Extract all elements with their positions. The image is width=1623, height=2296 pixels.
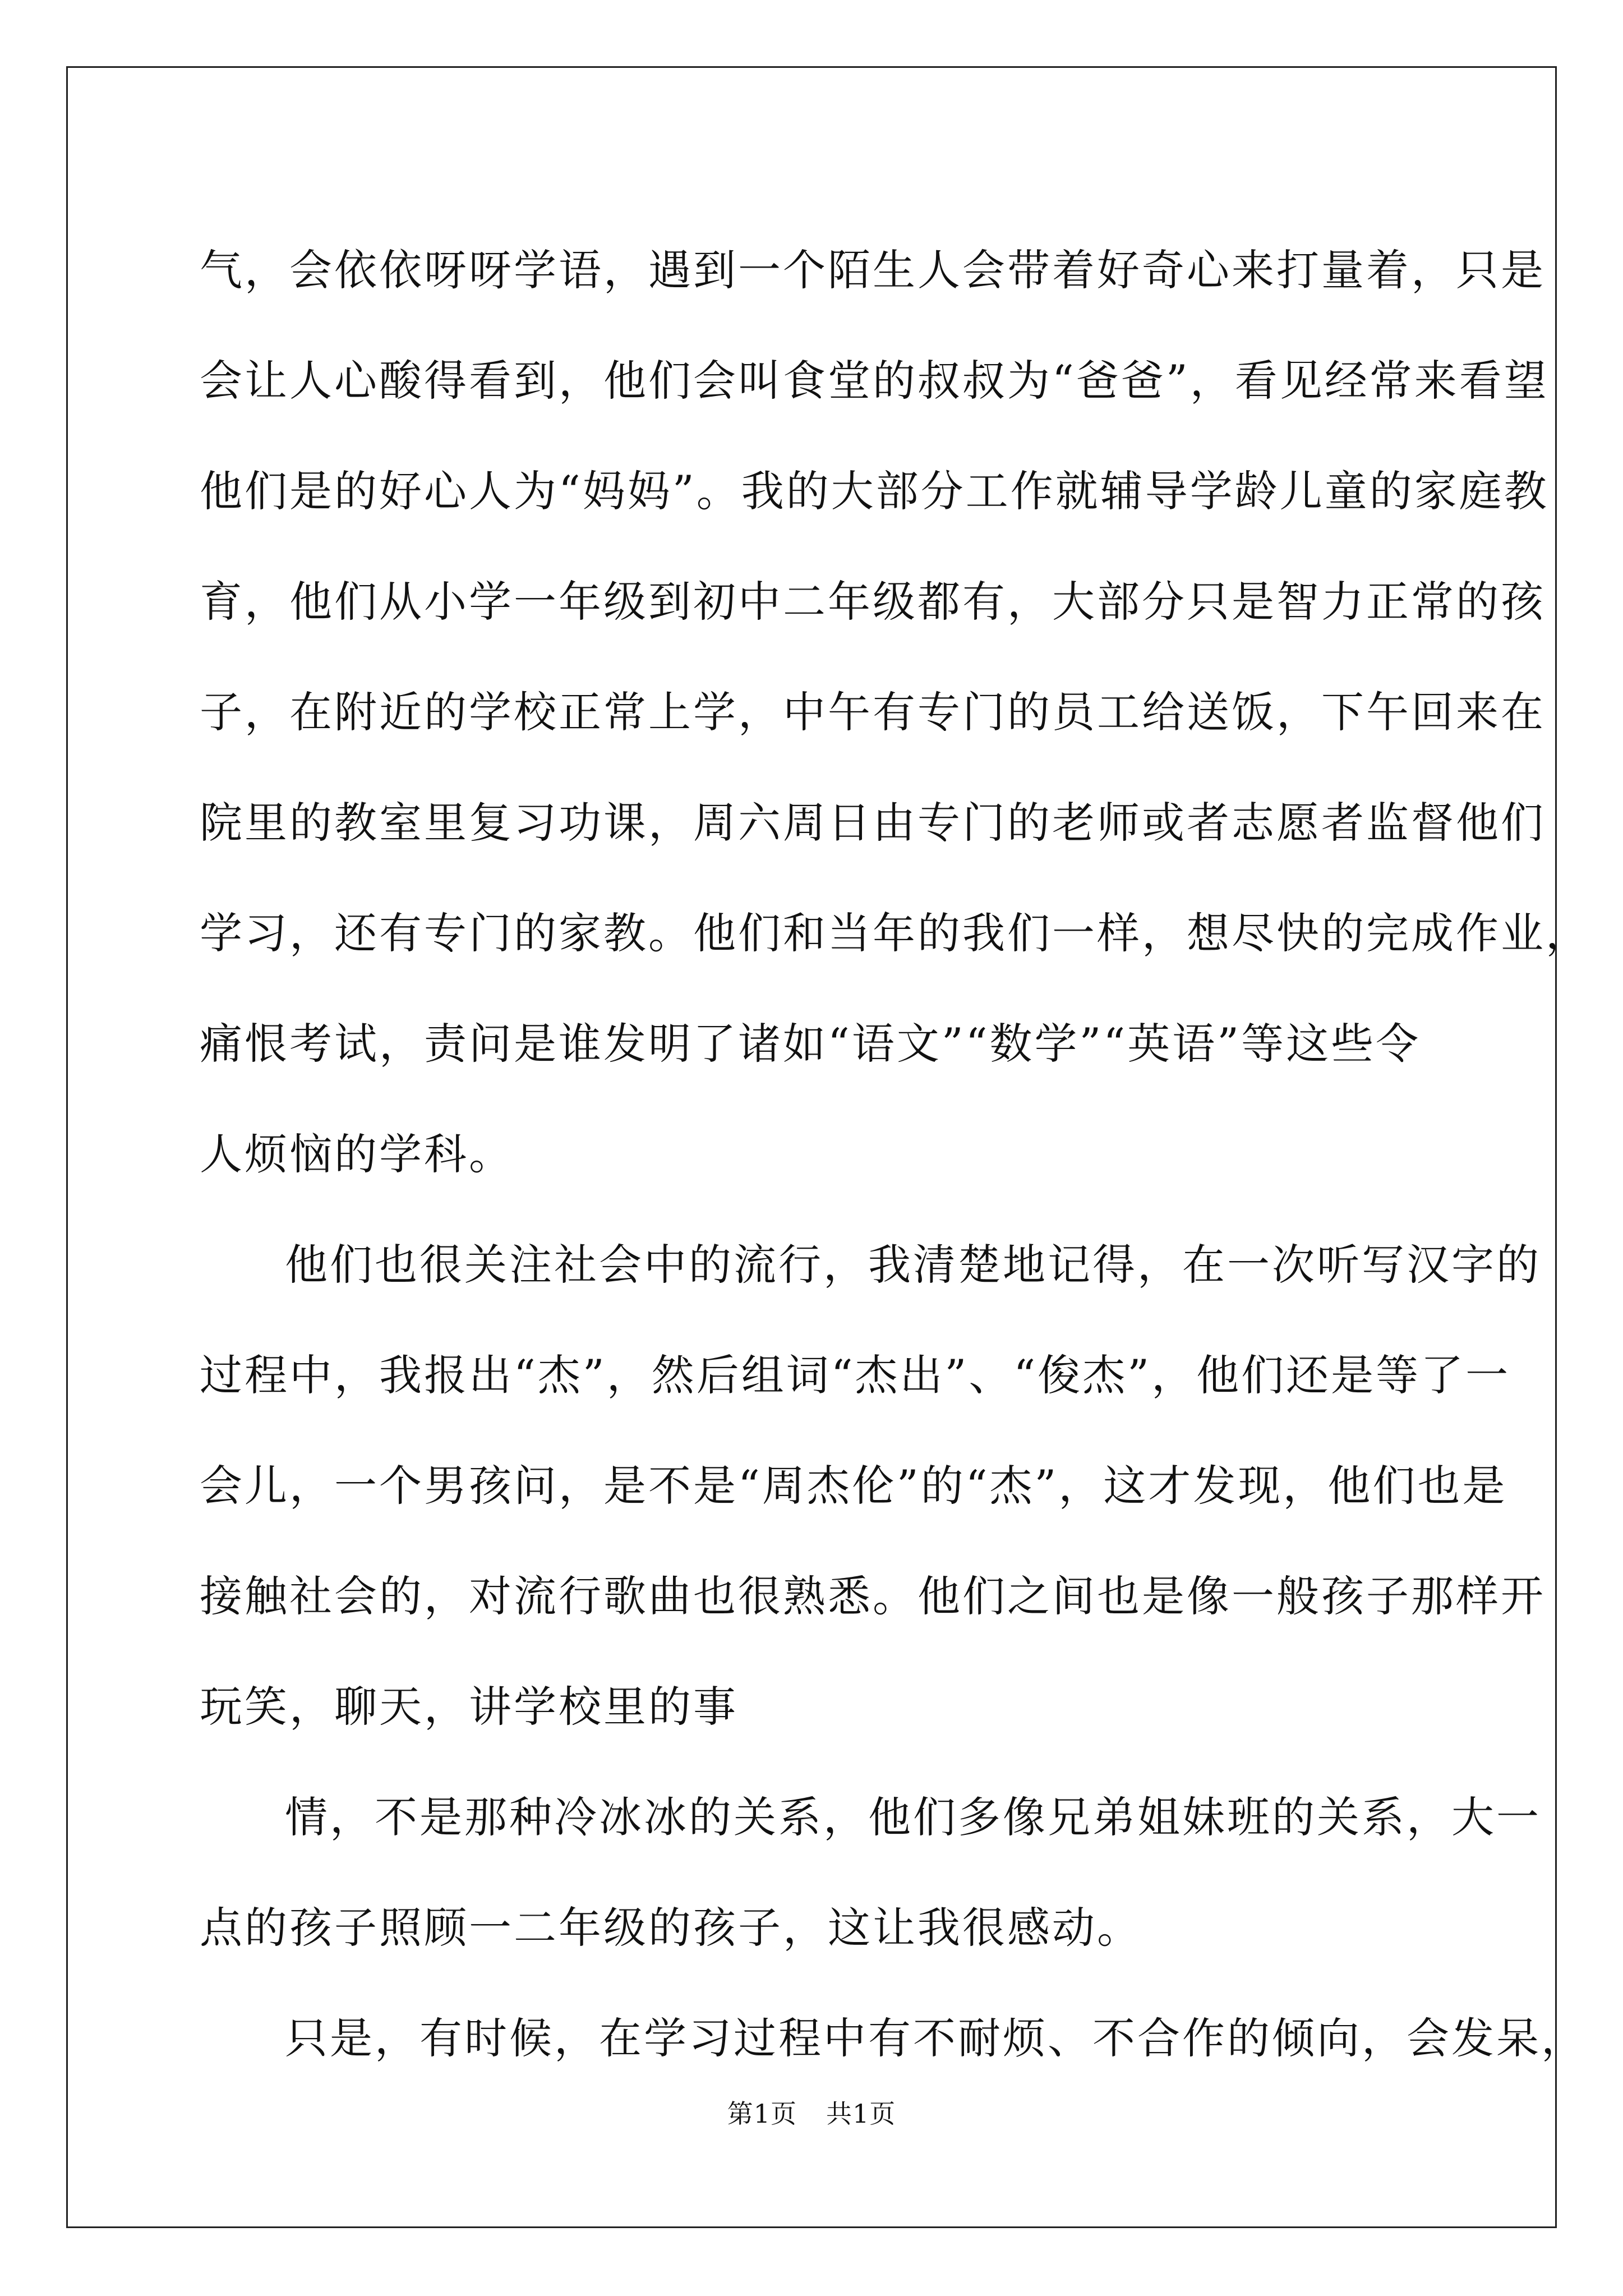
text-line: 人烦恼的学科。: [200, 1129, 514, 1179]
text-line: 过程中，我报出“杰”，然后组词“杰出”、“俊杰”，他们还是等了一: [200, 1350, 1511, 1400]
text-line: 育，他们从小学一年级到初中二年级都有，大部分只是智力正常的孩: [200, 577, 1546, 627]
text-line: 子，在附近的学校正常上学，中午有专门的员工给送饭，下午回来在: [200, 687, 1546, 737]
text-line: 院里的教室里复习功课，周六周日由专门的老师或者志愿者监督他们: [200, 798, 1546, 848]
text-line: 情，不是那种冷冰冰的关系，他们多像兄弟姐妹班的关系，大一: [285, 1792, 1541, 1842]
text-line: 接触社会的，对流行歌曲也很熟悉。他们之间也是像一般孩子那样开: [200, 1571, 1546, 1621]
text-line: 他们也很关注社会中的流行，我清楚地记得，在一次听写汉字的: [285, 1240, 1541, 1290]
paragraph-3: [200, 1762, 1541, 1983]
text-line: 痛恨考试，责问是谁发明了诸如“语文”“数学”“英语”等这些令: [200, 1019, 1421, 1069]
document-body: [200, 215, 1590, 2093]
text-line: 点的孩子照顾一二年级的孩子，这让我很感动。: [200, 1903, 1142, 1953]
text-line: 他们是的好心人为“妈妈”。我的大部分工作就辅导学龄儿童的家庭教: [200, 466, 1549, 516]
text-line: 只是，有时候，在学习过程中有不耐烦、不合作的倾向，会发呆，: [285, 2013, 1586, 2063]
text-line: 玩笑，聊天，讲学校里的事: [200, 1682, 738, 1732]
paragraph-1: [200, 215, 1590, 1209]
text-line: 气，会依依呀呀学语，遇到一个陌生人会带着好奇心来打量着，只是: [200, 245, 1546, 295]
paragraph-2: [200, 1209, 1546, 1762]
paragraph-4: [200, 1983, 1586, 2093]
page-number: 第1页: [727, 2099, 797, 2129]
page-total: 共1页: [826, 2099, 896, 2129]
text-line: 会让人心酸得看到，他们会叫食堂的叔叔为“爸爸”，看见经常来看望: [200, 356, 1549, 406]
text-line: 会儿，一个男孩问，是不是“周杰伦”的“杰”，这才发现，他们也是: [200, 1461, 1507, 1511]
text-line: 学习，还有专门的家教。他们和当年的我们一样，想尽快的完成作业，: [200, 908, 1590, 958]
page-footer: [0, 2097, 1623, 2131]
